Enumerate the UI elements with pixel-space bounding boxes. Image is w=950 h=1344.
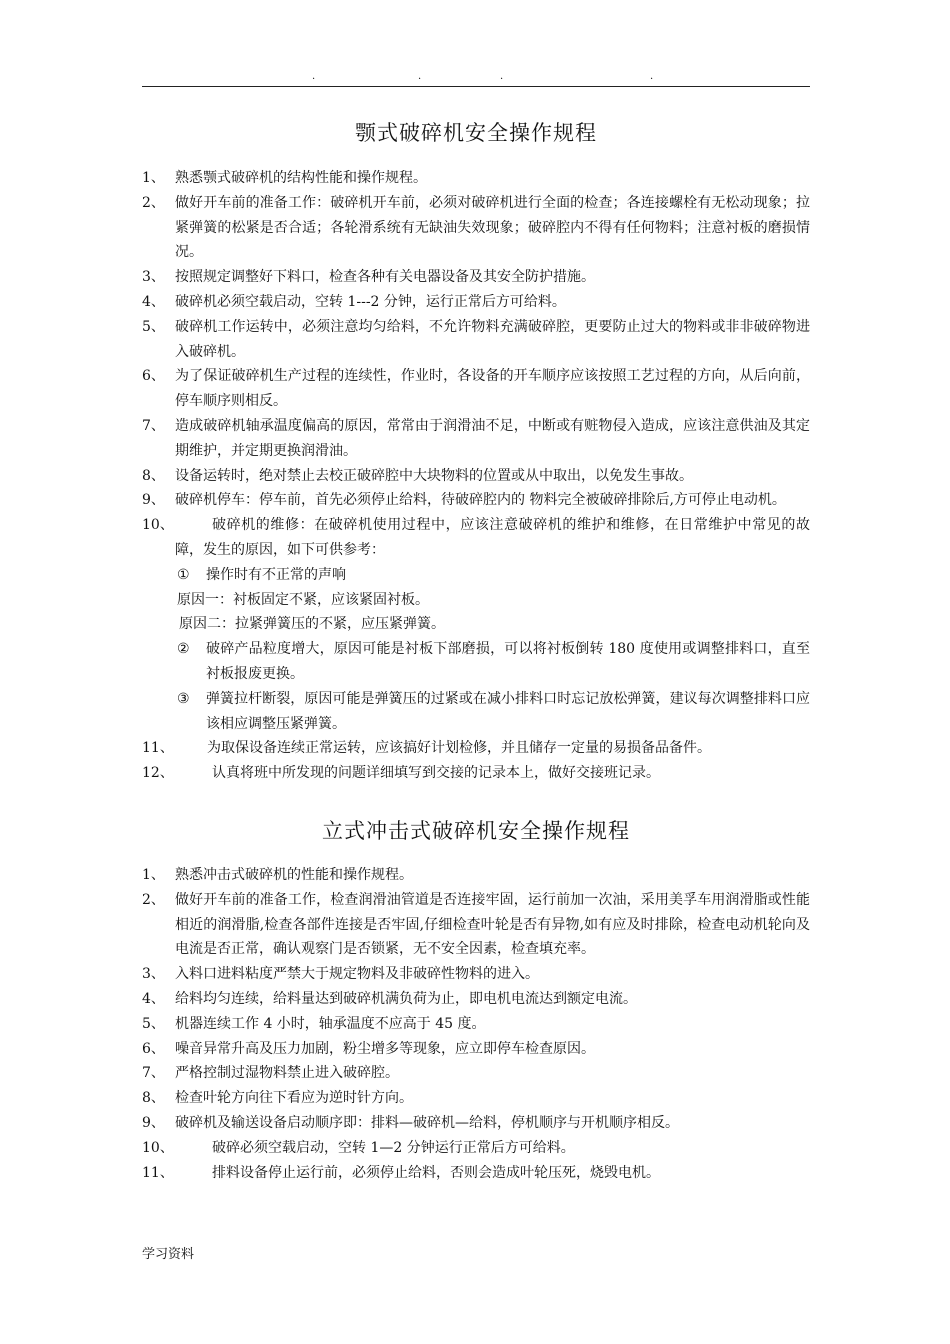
item-text: 入料口进料粘度严禁大于规定物料及非破碎性物料的进入。 [175, 966, 539, 983]
fault-cause: 原因二：拉紧弹簧压的不紧，应压紧弹簧。 [179, 616, 445, 633]
list-item [142, 414, 810, 464]
item-number: 2、 [142, 194, 165, 211]
item-text: 机器连续工作 4 小时，轴承温度不应高于 45 度。 [175, 1015, 486, 1032]
item-text: 熟悉颚式破碎机的结构性能和操作规程。 [175, 170, 427, 186]
item-number: 9、 [142, 492, 165, 509]
header-dots [142, 72, 810, 86]
item-number: 8、 [142, 467, 165, 484]
item-text: 设备运转时，绝对禁止去校正破碎腔中大块物料的位置或从中取出，以免发生事故。 [175, 467, 693, 484]
fault-text: 弹簧拉杆断裂，原因可能是弹簧压的过紧或在减小排料口时忘记放松弹簧，建议每次调整排料口应该相应调整压紧弹簧。 [206, 690, 810, 732]
fault-item [142, 687, 810, 737]
item-text: 为取保设备连续正常运转，应该搞好计划检修，并且储存一定量的易损备品备件。 [207, 740, 711, 757]
fault-text: 操作时有不正常的声响 [206, 566, 346, 583]
item-text: 熟悉冲击式破碎机的性能和操作规程。 [175, 867, 413, 883]
list-item [142, 166, 810, 191]
item-text: 给料均匀连续，给料量达到破碎机满负荷为止，即电机电流达到额定电流。 [175, 990, 637, 1007]
section2-list [142, 863, 810, 1185]
item-text: 破碎机的维修：在破碎机使用过程中，应该注意破碎机的维护和维修，在日常维护中常见的故障，发生的原因，如下可供参考： [175, 517, 810, 558]
item-text: 为了保证破碎机生产过程的连续性，作业时，各设备的开车顺序应该按照工艺过程的方向，从后向前，停车顺序则相反。 [175, 368, 810, 410]
item-text: 排料设备停止运行前，必须停止给料，否则会造成叶轮压死，烧毁电机。 [212, 1164, 660, 1181]
fault-mark: ① [177, 566, 190, 583]
list-item [142, 265, 810, 290]
list-item [142, 315, 810, 365]
item-text: 噪音异常升高及压力加剧，粉尘增多等现象，应立即停车检查原因。 [175, 1040, 595, 1057]
item-number: 7、 [142, 1065, 165, 1082]
fault-item [142, 563, 810, 588]
list-item [142, 987, 810, 1012]
list-item [142, 962, 810, 987]
fault-cause: 原因一：衬板固定不紧，应该紧固衬板。 [177, 591, 429, 608]
list-item [142, 736, 810, 761]
header-dot: . [418, 71, 422, 82]
item-number: 5、 [142, 1015, 165, 1032]
list-item [142, 464, 810, 489]
footer-label: 学习资料 [142, 1247, 195, 1262]
item-number: 7、 [142, 417, 165, 434]
item-number: 10、 [142, 517, 174, 534]
fault-mark: ② [177, 641, 190, 658]
item-number: 6、 [142, 1040, 165, 1057]
list-item [142, 488, 810, 513]
list-item [142, 1086, 810, 1111]
item-text: 破碎必须空载启动，空转 1—2 分钟运行正常后方可给料。 [212, 1139, 575, 1156]
item-number: 6、 [142, 368, 165, 385]
item-number: 1、 [142, 170, 165, 186]
section1-title: 颚式破碎机安全操作规程 [355, 121, 597, 145]
header-dot: . [650, 71, 654, 82]
item-number: 2、 [142, 891, 165, 908]
list-item [142, 1136, 810, 1161]
list-item [142, 290, 810, 315]
item-number: 8、 [142, 1090, 165, 1107]
item-number: 3、 [142, 966, 165, 983]
list-item [142, 513, 810, 563]
section2-title: 立式冲击式破碎机安全操作规程 [322, 819, 630, 843]
item-text: 破碎机停车：停车前，首先必须停止给料，待破碎腔内的 物料完全被破碎排除后,方可停止电动机。 [175, 492, 786, 509]
list-item [142, 1012, 810, 1037]
list-item [142, 888, 810, 962]
list-item [142, 1111, 810, 1136]
header-rule [142, 86, 810, 87]
list-item [142, 863, 810, 888]
list-item [142, 761, 810, 786]
item-number: 11、 [142, 1164, 174, 1181]
header-dot: . [500, 71, 504, 82]
item-text: 做好开车前的准备工作：破碎机开车前，必须对破碎机进行全面的检查；各连接螺栓有无松动现象；拉紧弹簧的松紧是否合适；各轮滑系统有无缺油失效现象；破碎腔内不得有任何物料；注意衬板的磨损情况。 [175, 194, 810, 261]
item-number: 5、 [142, 318, 165, 335]
item-text: 破碎机及输送设备启动顺序即：排料—破碎机—给料，停机顺序与开机顺序相反。 [175, 1114, 679, 1131]
header-dot: . [312, 71, 316, 82]
item-number: 10、 [142, 1139, 174, 1156]
item-text: 按照规定调整好下料口，检查各种有关电器设备及其安全防护措施。 [175, 269, 595, 286]
item-text: 严格控制过湿物料禁止进入破碎腔。 [175, 1065, 399, 1082]
item-number: 12、 [142, 765, 174, 782]
list-item [142, 364, 810, 414]
item-number: 1、 [142, 867, 165, 883]
item-text: 认真将班中所发现的问题详细填写到交接的记录本上，做好交接班记录。 [212, 765, 660, 782]
item-text: 造成破碎机轴承温度偏高的原因，常常由于润滑油不足，中断或有赃物侵入造成，应该注意供油及其定期维护，并定期更换润滑油。 [175, 417, 810, 459]
item-number: 4、 [142, 990, 165, 1007]
section1-list [142, 166, 810, 786]
list-item [142, 1061, 810, 1086]
fault-item [142, 637, 810, 687]
item-number: 3、 [142, 269, 165, 286]
fault-text: 破碎产品粒度增大，原因可能是衬板下部磨损，可以将衬板倒转 180 度使用或调整排料口，直至衬板报废更换。 [206, 641, 810, 682]
item-number: 11、 [142, 740, 174, 757]
item-text: 破碎机必须空载启动，空转 1---2 分钟，运行正常后方可给料。 [175, 293, 566, 310]
fault-mark: ③ [177, 690, 190, 707]
item-number: 9、 [142, 1114, 165, 1131]
item-text: 做好开车前的准备工作，检查润滑油管道是否连接牢固，运行前加一次油，采用美孚车用润滑脂或性能相近的润滑脂,检查各部件连接是否牢固,仔细检查叶轮是否有异物,如有应及时排除，检查电动机轮向及电流是否正常，确认观察门是否锁紧，无不安全因素，检查填充率。 [175, 891, 810, 958]
item-text: 检查叶轮方向往下看应为逆时针方向。 [175, 1090, 413, 1107]
list-item [142, 1037, 810, 1062]
list-item [142, 191, 810, 265]
list-item [142, 1161, 810, 1186]
item-number: 4、 [142, 293, 165, 310]
item-text: 破碎机工作运转中，必须注意均匀给料，不允许物料充满破碎腔，更要防止过大的物料或非非破碎物进入破碎机。 [175, 318, 810, 360]
